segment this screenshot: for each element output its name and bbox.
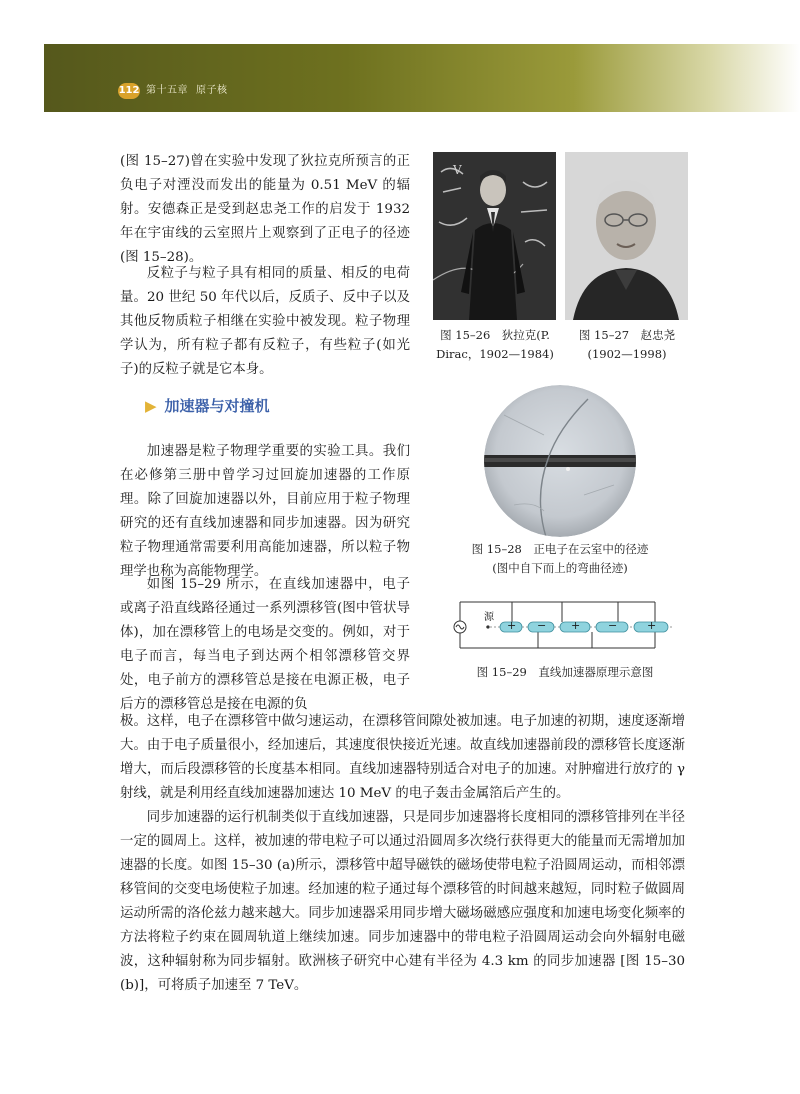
cloud-chamber-photo: [484, 385, 636, 537]
figure-15-26-caption-line1: 图 15–26 狄拉克(P.: [440, 328, 550, 342]
figure-15-28-caption-line2: (图中自下而上的弯曲径迹): [492, 561, 628, 575]
drift-tube-sign: +: [647, 619, 657, 632]
svg-text:V: V: [453, 163, 462, 177]
paragraph-antiparticles: 反粒子与粒子具有相同的质量、相反的电荷量。20 世纪 50 年代以后，反质子、反中子以及其他反物质粒子相继在实验中被发现。粒子物理学认为，所有粒子都有反粒子，有些粒子(如光子)的反粒子就是它本身。: [120, 266, 410, 377]
figure-15-28-caption-line1: 图 15–28 正电子在云室中的径迹: [471, 542, 649, 556]
drift-tube-sign: −: [608, 619, 618, 632]
figure-15-29-caption: 图 15–29 直线加速器原理示意图: [476, 665, 654, 679]
drift-tube-sign: −: [537, 619, 547, 632]
section-title: [145, 395, 270, 416]
paragraph-accelerator: 加速器是粒子物理学重要的实验工具。我们在必修第三册中曾学习过回旋加速器的工作原理。除了回旋加速器以外，目前应用于粒子物理研究的还有直线加速器和同步加速器。因为研究粒子物理通常需要利用高能加速器，所以粒子物理学也称为高能物理学。: [120, 444, 410, 579]
drift-tube-sign: +: [507, 619, 517, 632]
figure-15-27-caption-line2: (1902—1998): [587, 347, 667, 361]
paragraph-synchrotron: 同步加速器的运行机制类似于直线加速器，只是同步加速器将长度相同的漂移管排列在半径一定的圆周上。这样，被加速的带电粒子可以通过沿圆周多次绕行获得更大的能量而无需增加加速器的长度。如图 15–30 (a)所示，漂移管中超导磁铁的磁场使带电粒子沿圆周运动，而相邻漂移管间的交变电场使粒子加速。经加速的粒子通过每个漂移管的时间越来越短，同时粒子做圆周运动所需的洛伦兹力越来越大。同步加速器采用同步增大磁场磁感应强度和加速电场变化频率的方法将粒子约束在圆周轨道上继续加速。同步加速器中的带电粒子沿圆周运动会向外辐射电磁波，这种辐射称为同步辐射。欧洲核子研究中心建有半径为 4.3 km 的同步加速器 [图 15–30 (b)]，可将质子加速至 7 TeV。: [120, 810, 685, 993]
electron-source-icon: [486, 625, 489, 628]
chapter-heading: [146, 83, 228, 99]
chapter-header-band: [44, 44, 800, 112]
chapter-title: 原子核: [196, 85, 228, 96]
figure-15-28-caption: [455, 540, 665, 578]
linear-accelerator-diagram: [450, 596, 680, 654]
source-label: 源: [484, 612, 494, 623]
drift-tube-sign: +: [571, 619, 581, 632]
paragraph-linear-accelerator: 如图 15–29 所示，在直线加速器中，电子或离子沿直线路径通过一系列漂移管(图中管状导体)，加在漂移管上的电场是交变的。例如，对于电子而言，每当电子到达两个相邻漂移管交界处，电子前方的漂移管总是接在电源正极，电子后方的漂移管总是接在电源的负: [120, 577, 410, 712]
section-marker-icon: ▶: [145, 397, 157, 415]
dirac-photo: [433, 152, 556, 320]
page-number: 112: [118, 83, 140, 99]
paragraph-linear-accelerator-cont: 极。这样，电子在漂移管中做匀速运动，在漂移管间隙处被加速。电子加速的初期，速度逐渐增大。由于电子质量很小，经加速后，其速度很快接近光速。故直线加速器前段的漂移管长度逐渐增大，而后段漂移管的长度基本相同。直线加速器特别适合对电子的加速。对肿瘤进行放疗的 γ 射线，就是利用经直线加速器加速达 10 MeV 的电子轰击金属箔后产生的。: [120, 714, 685, 801]
section-title-text: 加速器与对撞机: [164, 397, 270, 415]
figure-15-26-caption: [426, 326, 564, 364]
chapter-number: 第十五章: [146, 85, 188, 96]
figure-15-27-caption-line1: 图 15–27 赵忠尧: [578, 328, 676, 342]
paragraph-intro: (图 15–27)曾在实验中发现了狄拉克所预言的正负电子对湮没而发出的能量为 0.51 MeV 的辐射。安德森正是受到赵忠尧工作的启发于 1932 年在宇宙线的云室照片上观察到了正电子的径迹(图 15–28)。: [120, 154, 410, 265]
zhao-zhongyao-photo: [565, 152, 688, 320]
figure-15-27-caption: [568, 326, 686, 364]
figure-15-26-caption-line2: Dirac，1902—1984): [436, 347, 554, 361]
